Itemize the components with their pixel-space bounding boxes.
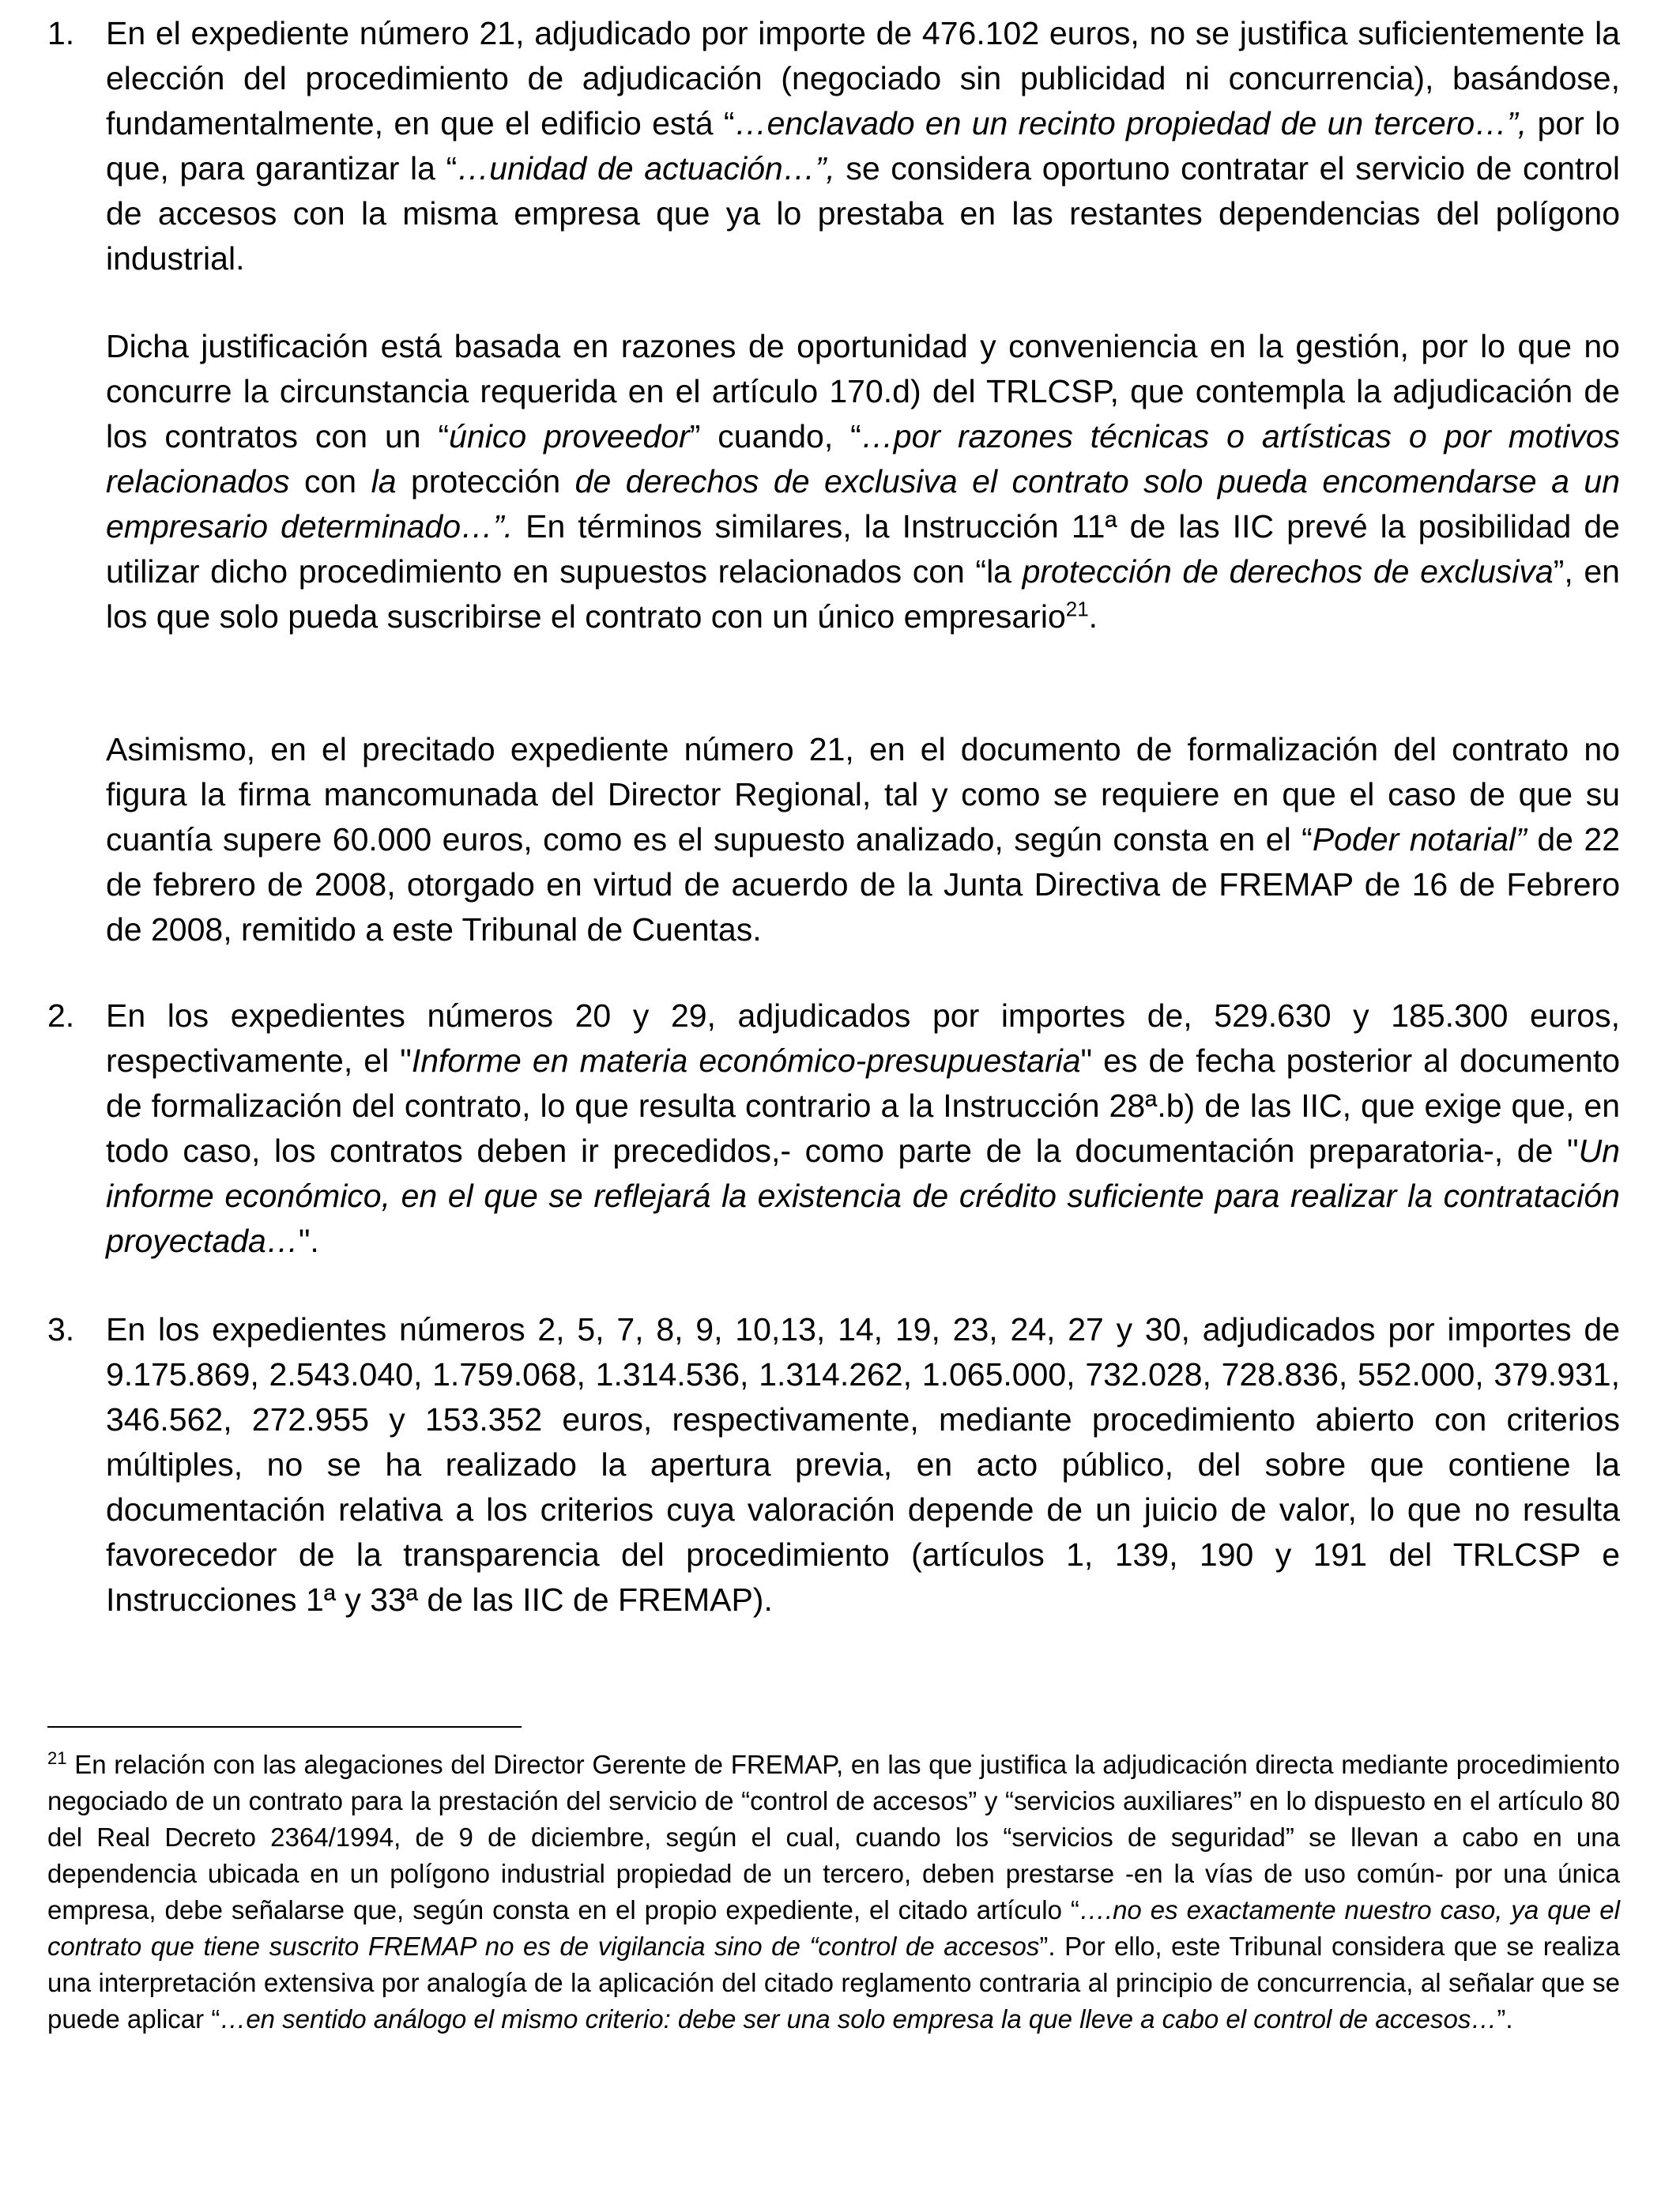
text-run: ” cuando, “ xyxy=(689,418,861,454)
italic-run: Poder notarial” xyxy=(1312,821,1527,858)
text-run: se considera oportuno contratar el servicio de control de accesos con la misma empresa que ya lo prestaba en las restantes dependencias del polígono industrial. xyxy=(106,150,1621,277)
text-run: Asimismo, en el precitado expediente número 21, en el documento de formalización del contrato no figura la firma mancomunada del Director Regional, tal y como se requiere en que el caso de que su cuantía supere 60.000 euros, como es el supuesto analizado, según consta en el “ xyxy=(106,731,1620,858)
italic-run: de derechos de exclusiva el contrato solo pueda encomendarse a un empresario determinado…”. xyxy=(106,463,1620,545)
list-number: 2. xyxy=(47,997,75,1034)
footnote-21 xyxy=(47,1747,1620,2038)
item-1-paragraph-1 xyxy=(106,11,1620,281)
text-run: con xyxy=(289,463,371,499)
italic-run: …enclavado en un recinto propiedad de un tercero…”, xyxy=(734,105,1527,141)
list-number: 1. xyxy=(47,15,75,51)
text-run: En términos similares, la Instrucción 11ª de las IIC prevé la posibilidad de utilizar dicho procedimiento en supuestos relacionados con “la xyxy=(106,508,1620,590)
italic-run: …unidad de actuación…”, xyxy=(457,150,835,187)
item-1-paragraph-3 xyxy=(106,727,1620,952)
text-run: En relación con las alegaciones del Director Gerente de FREMAP, en las que justifica la adjudicación directa mediante procedimiento negociado de un contrato para la prestación del servicio de “control de accesos” y “servicios auxiliares” en lo dispuesto en el artículo 80 del Real Decreto 2364/1994, de 9 de diciembre, según el cual, cuando los “servicios de seguridad” se llevan a cabo en una dependencia ubicada en un polígono industrial propiedad de un tercero, deben prestarse -en la vías de uso común- por una única empresa, debe señalarse que, según consta en el propio expediente, el citado artículo “ xyxy=(47,1750,1620,1924)
text-run: En los expedientes números 20 y 29, adjudicados por importes de, 529.630 y 185.300 euros, respectivamente, el " xyxy=(106,997,1620,1079)
item-3-paragraph-1 xyxy=(106,1307,1620,1623)
italic-run: …por razones técnicas o artísticas o por motivos relacionados xyxy=(106,418,1620,499)
text-run: ”. Por ello, este Tribunal considera que se realiza una interpretación extensiva por analogía de la aplicación del citado reglamento contraria al principio de concurrencia, al señalar que se puede aplicar “ xyxy=(47,1932,1620,2034)
italic-run: la xyxy=(371,463,397,499)
italic-run: ….no es exactamente nuestro caso, ya que el contrato que tiene suscrito FREMAP no es de vigilancia sino de “control de accesos xyxy=(47,1895,1620,1961)
text-run: ”, en los que solo pueda suscribirse el contrato con un único empresario xyxy=(106,553,1620,635)
item-1-paragraph-2 xyxy=(106,324,1620,639)
text-run: ”. xyxy=(1497,2004,1513,2034)
text-run: En los expedientes números 2, 5, 7, 8, 9, 10,13, 14, 19, 23, 24, 27 y 30, adjudicados por importes de 9.175.869, 2.543.040, 1.759.068, 1.314.536, 1.314.262, 1.065.000, 732.028, 728.836, 552.000, 379.931, 346.562, 272.955 y 153.352 euros, respectivamente, mediante procedimiento abierto con criterios múltiples, no se ha realizado la apertura previa, en acto público, del sobre que contiene la documentación relativa a los criterios cuya valoración depende de un juicio de valor, lo que no resulta favorecedor de la transparencia del procedimiento (artículos 1, 139, 190 y 191 del TRLCSP e Instrucciones 1ª y 33ª de las IIC de FREMAP). xyxy=(106,1311,1620,1618)
list-number: 3. xyxy=(47,1311,75,1348)
text-run: En el expediente número 21, adjudicado por importe de 476.102 euros, no se justifica suficientemente la elección del procedimiento de adjudicación (negociado sin publicidad ni concurrencia), basándose, fundamentalmente, en que el edificio está “ xyxy=(106,15,1620,141)
italic-run: único proveedor xyxy=(449,418,690,454)
italic-run: Un informe económico, en el que se reflejará la existencia de crédito suficiente para realizar la contratación proyectada… xyxy=(106,1133,1620,1259)
text-run: protección xyxy=(396,463,575,499)
italic-run: Informe en materia económico-presupuestaria xyxy=(411,1042,1081,1079)
footnote-separator xyxy=(47,1726,522,1728)
text-run: Dicha justificación está basada en razones de oportunidad y conveniencia en la gestión, por lo que no concurre la circunstancia requerida en el artículo 170.d) del TRLCSP, que contempla la adjudicación de los contratos con un “ xyxy=(106,328,1620,454)
text-run: . xyxy=(1088,598,1098,635)
item-2-paragraph-1 xyxy=(106,993,1620,1264)
italic-run: …en sentido análogo el mismo criterio: debe ser una solo empresa la que lleve a cabo el control de accesos… xyxy=(220,2004,1497,2034)
footnote-ref: 21 xyxy=(47,1748,67,1768)
text-run: ". xyxy=(298,1223,319,1259)
text-run: " es de fecha posterior al documento de formalización del contrato, lo que resulta contrario a la Instrucción 28ª.b) de las IIC, que exige que, en todo caso, los contratos deben ir precedidos,- como parte de la documentación preparatoria-, de " xyxy=(106,1042,1621,1169)
footnote-ref: 21 xyxy=(1065,597,1089,621)
italic-run: protección de derechos de exclusiva xyxy=(1022,553,1554,590)
text-run: de 22 de febrero de 2008, otorgado en virtud de acuerdo de la Junta Directiva de FREMAP de 16 de Febrero de 2008, remitido a este Tribunal de Cuentas. xyxy=(106,821,1620,948)
text-run: por lo que, para garantizar la “ xyxy=(106,105,1620,187)
